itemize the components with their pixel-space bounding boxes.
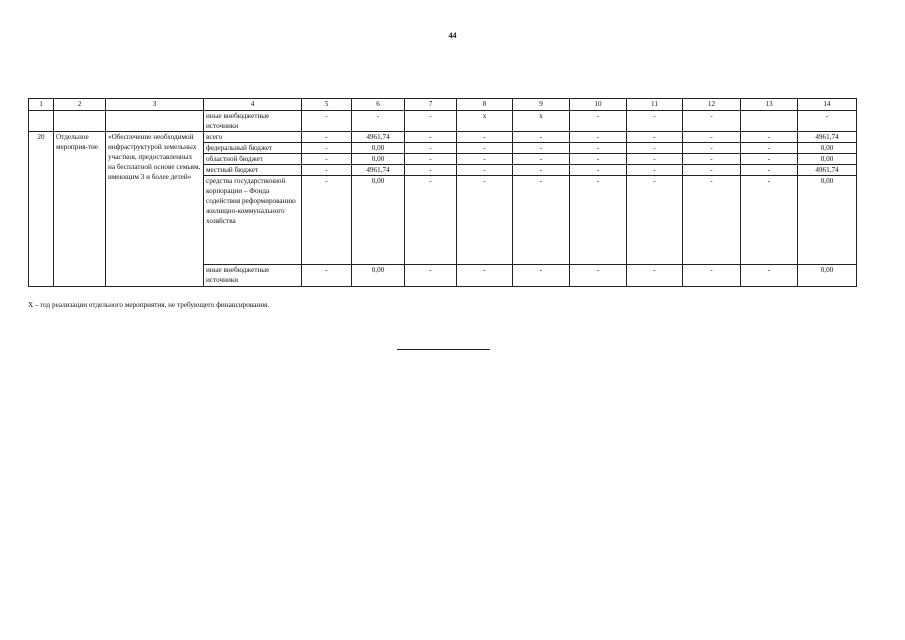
value-cell: -: [405, 176, 457, 265]
value-cell: -: [741, 154, 798, 165]
value-cell: -: [570, 176, 627, 265]
column-number: 14: [798, 99, 857, 111]
value-cell: -: [405, 132, 457, 143]
value-cell: -: [627, 132, 683, 143]
value-cell: -: [627, 111, 683, 132]
value-cell: 4961,74: [798, 165, 857, 176]
value-cell: -: [741, 265, 798, 287]
value-cell: -: [513, 265, 570, 287]
value-cell: -: [405, 165, 457, 176]
value-cell: -: [570, 265, 627, 287]
page-number: 44: [448, 31, 457, 40]
value-cell: -: [627, 265, 683, 287]
value-cell: -: [683, 176, 741, 265]
value-cell: -: [683, 111, 741, 132]
value-cell: -: [513, 154, 570, 165]
item-type: Отдельное мероприя-тие: [54, 132, 106, 287]
value-cell: -: [570, 154, 627, 165]
column-number: 10: [570, 99, 627, 111]
column-number: 8: [457, 99, 513, 111]
value-cell: 0,00: [352, 154, 405, 165]
value-cell: -: [627, 154, 683, 165]
value-cell: -: [683, 265, 741, 287]
value-cell: -: [683, 154, 741, 165]
value-cell: -: [683, 143, 741, 154]
column-number: 12: [683, 99, 741, 111]
value-cell: -: [302, 265, 352, 287]
funding-table: [28, 98, 857, 287]
funding-source: всего: [204, 132, 302, 143]
empty-cell: [741, 111, 798, 132]
empty-cell: [29, 111, 54, 132]
column-number: 3: [106, 99, 204, 111]
footnote: Х – год реализации отдельного мероприятия, не требующего финансирования.: [28, 301, 270, 309]
value-cell: -: [352, 111, 405, 132]
value-cell: -: [513, 176, 570, 265]
value-cell: -: [570, 132, 627, 143]
value-cell: -: [405, 154, 457, 165]
value-cell: -: [570, 143, 627, 154]
value-cell: -: [627, 176, 683, 265]
value-cell: -: [405, 143, 457, 154]
value-cell: 4961,74: [352, 165, 405, 176]
column-number: 1: [29, 99, 54, 111]
table-row: [29, 111, 857, 132]
item-number: 20: [29, 132, 54, 287]
value-cell: 0,00: [352, 265, 405, 287]
empty-cell: [54, 111, 106, 132]
column-number: 2: [54, 99, 106, 111]
value-cell: -: [513, 165, 570, 176]
value-cell: 0,00: [798, 154, 857, 165]
value-cell: 0,00: [352, 143, 405, 154]
value-cell: -: [570, 165, 627, 176]
value-cell: -: [302, 176, 352, 265]
value-cell: -: [302, 132, 352, 143]
value-cell: -: [457, 176, 513, 265]
value-cell: -: [457, 165, 513, 176]
value-cell: -: [741, 176, 798, 265]
value-cell: -: [302, 111, 352, 132]
funding-source: иные внебюджетные источники: [204, 265, 302, 287]
value-cell: -: [741, 165, 798, 176]
value-cell: -: [457, 132, 513, 143]
column-number: 13: [741, 99, 798, 111]
value-cell: 0,00: [798, 265, 857, 287]
column-number: 7: [405, 99, 457, 111]
end-rule: [397, 349, 490, 350]
value-cell: -: [627, 143, 683, 154]
column-number: 11: [627, 99, 683, 111]
column-number-row: [29, 99, 857, 111]
empty-cell: [106, 111, 204, 132]
value-cell: 4961,74: [798, 132, 857, 143]
value-cell: 0,00: [798, 143, 857, 154]
column-number: 4: [204, 99, 302, 111]
funding-source: федеральный бюджет: [204, 143, 302, 154]
value-cell: -: [741, 132, 798, 143]
value-cell: 4961,74: [352, 132, 405, 143]
value-cell: х: [457, 111, 513, 132]
value-cell: -: [457, 143, 513, 154]
value-cell: -: [457, 265, 513, 287]
column-number: 9: [513, 99, 570, 111]
value-cell: -: [513, 132, 570, 143]
value-cell: х: [513, 111, 570, 132]
value-cell: -: [405, 111, 457, 132]
item-name: «Обеспечение необходимой инфраструктурой земельных участков, предоставленных на бесплатной основе семьям, имеющим 3 и более детей»: [106, 132, 204, 287]
value-cell: -: [683, 165, 741, 176]
funding-source: иные внебюджетные источники: [204, 111, 302, 132]
funding-source: областной бюджет: [204, 154, 302, 165]
column-number: 6: [352, 99, 405, 111]
value-cell: -: [457, 154, 513, 165]
table-row: [29, 132, 857, 143]
value-cell: -: [302, 165, 352, 176]
value-cell: -: [302, 154, 352, 165]
value-cell: 0,00: [352, 176, 405, 265]
value-cell: -: [302, 143, 352, 154]
value-cell: -: [570, 111, 627, 132]
value-cell: -: [513, 143, 570, 154]
column-number: 5: [302, 99, 352, 111]
value-cell: -: [798, 111, 857, 132]
value-cell: 0,00: [798, 176, 857, 265]
value-cell: -: [627, 165, 683, 176]
value-cell: -: [683, 132, 741, 143]
value-cell: -: [741, 143, 798, 154]
funding-source: местный бюджет: [204, 165, 302, 176]
value-cell: -: [405, 265, 457, 287]
funding-source: средства государственной корпорации – Фонда содействия реформированию жилищно-коммунального хозяйства: [204, 176, 302, 265]
